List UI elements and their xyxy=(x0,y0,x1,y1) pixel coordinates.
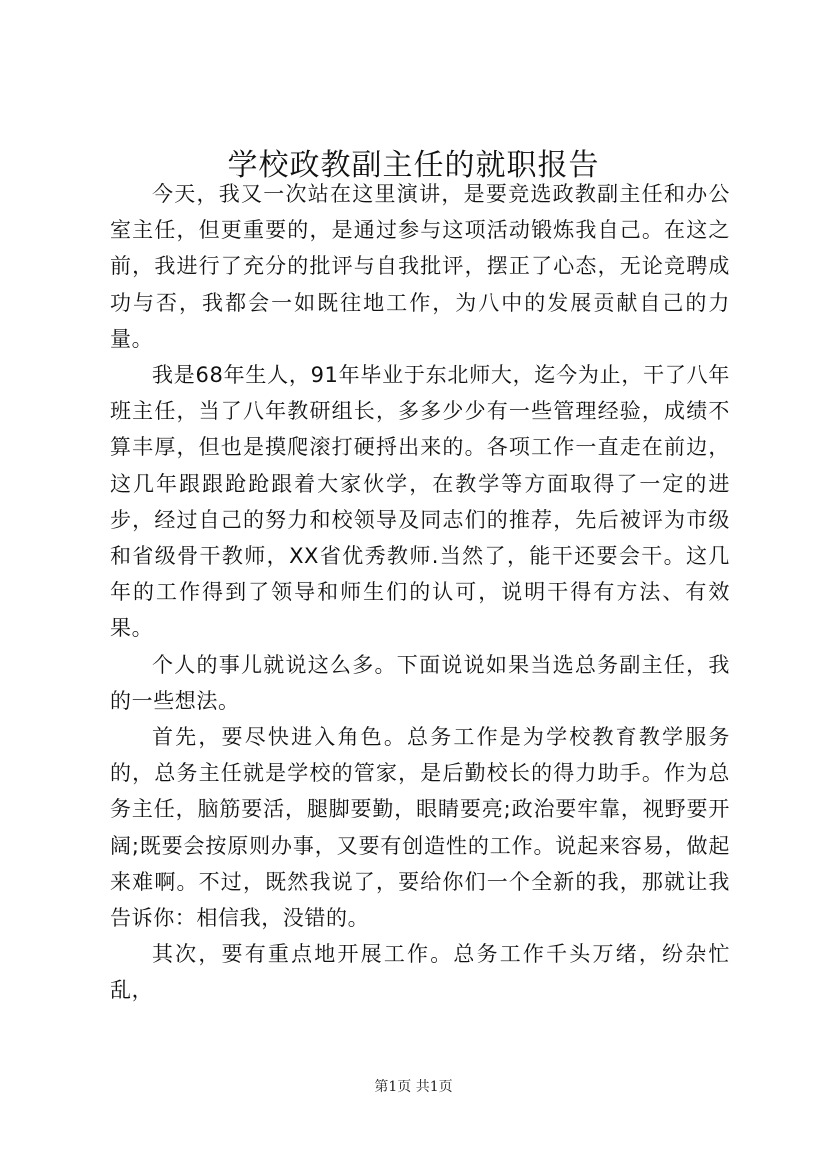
paragraph: 首先，要尽快进入角色。总务工作是为学校教育教学服务的，总务主任就是学校的管家，是后勤校长的得力助手。作为总务主任，脑筋要活，腿脚要勤，眼睛要亮;政治要牢靠，视野要开阔;既要会按原则办事，又要有创造性的工作。说起来容易，做起来难啊。不过，既然我说了，要给你们一个全新的我，那就让我告诉你：相信我，没错的。 xyxy=(110,725,730,931)
paragraph: 今天，我又一次站在这里演讲，是要竞选政教副主任和办公室主任，但更重要的，是通过参与这项活动锻炼我自己。在这之前，我进行了充分的批评与自我批评，摆正了心态，无论竞聘成功与否，我都会一如既往地工作，为八中的发展贡献自己的力量。 xyxy=(110,182,730,351)
paragraph: 个人的事儿就说这么多。下面说说如果当选总务副主任，我的一些想法。 xyxy=(110,652,730,713)
page-number-footer: 第1页 共1页 xyxy=(374,1079,453,1095)
document-title: 学校政教副主任的就职报告 xyxy=(227,148,600,183)
paragraph: 我是68年生人，91年毕业于东北师大，迄今为止，干了八年班主任，当了八年教研组长，多多少少有一些管理经验，成绩不算丰厚，但也是摸爬滚打硬捋出来的。各项工作一直走在前边，这几年跟跟跄跄跟着大家伙学，在教学等方面取得了一定的进步，经过自己的努力和校领导及同志们的推荐，先后被评为市级和省级骨干教师，XX省优秀教师.当然了，能干还要会干。这几年的工作得到了领导和师生们的认可，说明干得有方法、有效果。 xyxy=(110,363,730,641)
paragraph: 其次，要有重点地开展工作。总务工作千头万绪，纷杂忙乱， xyxy=(110,942,730,1003)
document-body xyxy=(110,176,730,1009)
